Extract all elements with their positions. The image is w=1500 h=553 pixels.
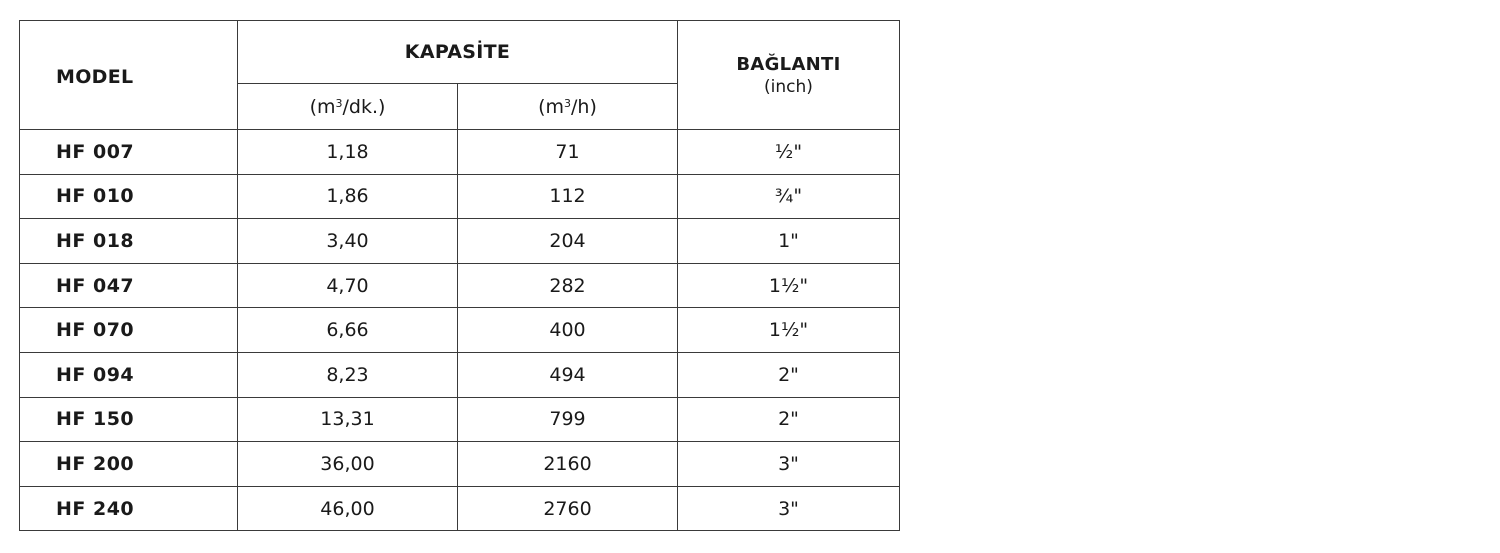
cell-model: HF 200 <box>20 442 238 487</box>
cell-m3-h: 494 <box>458 352 678 397</box>
cell-m3-h: 204 <box>458 219 678 264</box>
table-row <box>20 130 900 175</box>
cell-m3-dk: 3,40 <box>238 219 458 264</box>
header-unit-m3-dk <box>238 84 458 130</box>
cell-m3-h: 799 <box>458 397 678 442</box>
cell-m3-h: 2760 <box>458 486 678 531</box>
cell-m3-h: 400 <box>458 308 678 353</box>
table-row <box>20 486 900 531</box>
cell-model: HF 094 <box>20 352 238 397</box>
unit-dk-sup: 3 <box>335 96 343 110</box>
table-row <box>20 397 900 442</box>
table-row <box>20 308 900 353</box>
cell-baglanti: ¾" <box>678 174 900 219</box>
header-unit-m3-h <box>458 84 678 130</box>
cell-model: HF 007 <box>20 130 238 175</box>
cell-m3-dk: 6,66 <box>238 308 458 353</box>
unit-dk-prefix: (m <box>309 95 336 118</box>
unit-h-suffix: /h) <box>571 95 597 118</box>
cell-baglanti: 1" <box>678 219 900 264</box>
table-row <box>20 352 900 397</box>
cell-model: HF 150 <box>20 397 238 442</box>
table-row <box>20 219 900 264</box>
cell-m3-h: 2160 <box>458 442 678 487</box>
header-kapasite: KAPASİTE <box>238 21 678 84</box>
header-model: MODEL <box>20 21 238 130</box>
unit-h-prefix: (m <box>538 95 565 118</box>
table-row <box>20 174 900 219</box>
cell-baglanti: 3" <box>678 486 900 531</box>
unit-dk-suffix: /dk.) <box>342 95 386 118</box>
table-row <box>20 263 900 308</box>
capacity-spec-table <box>19 20 900 531</box>
cell-baglanti: 1½" <box>678 263 900 308</box>
header-baglanti-unit: (inch) <box>764 76 813 97</box>
cell-m3-dk: 1,86 <box>238 174 458 219</box>
header-baglanti <box>678 21 900 130</box>
cell-model: HF 070 <box>20 308 238 353</box>
cell-m3-dk: 8,23 <box>238 352 458 397</box>
cell-m3-dk: 46,00 <box>238 486 458 531</box>
cell-m3-dk: 4,70 <box>238 263 458 308</box>
cell-baglanti: 3" <box>678 442 900 487</box>
cell-model: HF 010 <box>20 174 238 219</box>
cell-model: HF 240 <box>20 486 238 531</box>
cell-baglanti: 2" <box>678 397 900 442</box>
cell-baglanti: 1½" <box>678 308 900 353</box>
cell-m3-h: 282 <box>458 263 678 308</box>
header-row-top <box>20 21 900 84</box>
unit-h-sup: 3 <box>564 96 572 110</box>
header-baglanti-title: BAĞLANTI <box>736 53 841 75</box>
cell-m3-dk: 1,18 <box>238 130 458 175</box>
cell-m3-dk: 13,31 <box>238 397 458 442</box>
cell-baglanti: 2" <box>678 352 900 397</box>
cell-m3-h: 112 <box>458 174 678 219</box>
table-row <box>20 442 900 487</box>
cell-m3-dk: 36,00 <box>238 442 458 487</box>
cell-m3-h: 71 <box>458 130 678 175</box>
cell-baglanti: ½" <box>678 130 900 175</box>
cell-model: HF 047 <box>20 263 238 308</box>
cell-model: HF 018 <box>20 219 238 264</box>
